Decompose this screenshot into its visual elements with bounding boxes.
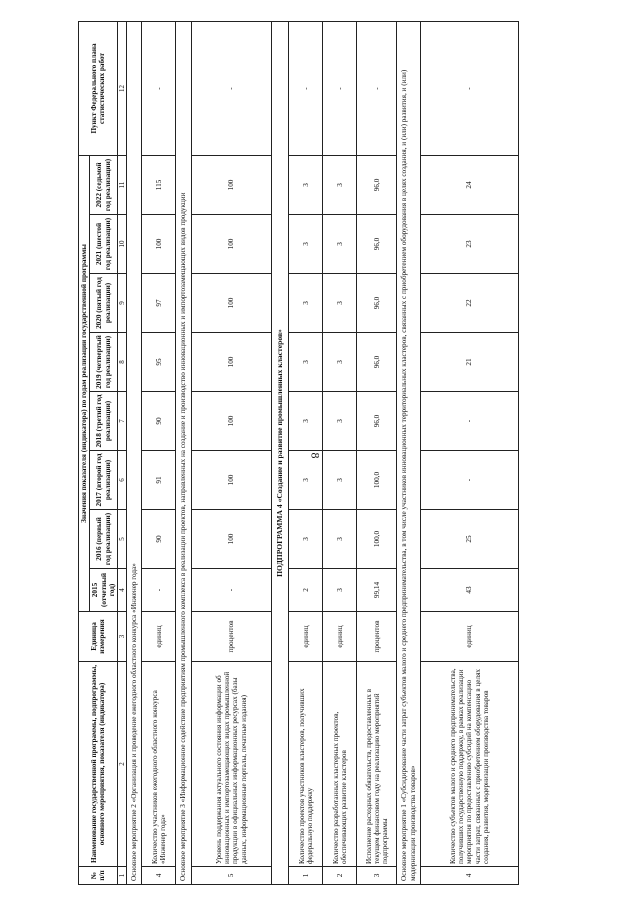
value-cell: - bbox=[191, 569, 271, 612]
header-2022: 2022 (седьмой год реализации) bbox=[90, 155, 118, 214]
value-cell: 96,0 bbox=[357, 274, 397, 333]
section-title: Основное мероприятие 2 «Организация и проведение ежегодного областного конкурса «Инженер года» bbox=[127, 21, 142, 884]
value-cell: 96,0 bbox=[357, 392, 397, 451]
value-cell: 100 bbox=[191, 215, 271, 274]
subprogram-title: ПОДПРОГРАММА 4 «Создание и развитие промышленных кластеров» bbox=[271, 21, 289, 884]
value-cell: 43 bbox=[421, 569, 519, 612]
table-row bbox=[142, 21, 176, 884]
value-cell: 115 bbox=[142, 155, 176, 214]
indicator-name: Количество разработанных кластерных проектов, обеспечивающих развитие кластеров bbox=[323, 662, 357, 867]
plan-cell: - bbox=[289, 21, 323, 155]
table-row bbox=[289, 21, 323, 884]
header-2020: 2020 (пятый год реализации) bbox=[90, 274, 118, 333]
table-row bbox=[357, 21, 397, 884]
table-row bbox=[421, 21, 519, 884]
value-cell: 100 bbox=[191, 333, 271, 392]
value-cell: 3 bbox=[289, 392, 323, 451]
col-number: 4 bbox=[118, 569, 127, 612]
plan-cell: - bbox=[357, 21, 397, 155]
header-2015: 2015 (отчетный год) bbox=[90, 569, 118, 612]
value-cell: 2 bbox=[289, 569, 323, 612]
col-number: 5 bbox=[118, 510, 127, 569]
col-number: 9 bbox=[118, 274, 127, 333]
value-cell: 100 bbox=[191, 451, 271, 510]
value-cell: 99,14 bbox=[357, 569, 397, 612]
value-cell: 100 bbox=[142, 215, 176, 274]
header-unit: Единица измерения bbox=[79, 612, 118, 662]
value-cell: 3 bbox=[289, 451, 323, 510]
col-number: 8 bbox=[118, 333, 127, 392]
value-cell: 3 bbox=[289, 333, 323, 392]
header-2021: 2021 (шестой год реализации) bbox=[90, 215, 118, 274]
value-cell: 24 bbox=[421, 155, 519, 214]
value-cell: 100 bbox=[191, 392, 271, 451]
value-cell: 96,0 bbox=[357, 155, 397, 214]
row-num: 4 bbox=[421, 867, 519, 885]
value-cell: 3 bbox=[289, 510, 323, 569]
value-cell: 3 bbox=[323, 215, 357, 274]
row-num: 3 bbox=[357, 867, 397, 885]
unit-cell: процентов bbox=[191, 612, 271, 662]
value-cell: 21 bbox=[421, 333, 519, 392]
unit-cell: единиц bbox=[421, 612, 519, 662]
value-cell: 91 bbox=[142, 451, 176, 510]
col-number: 1 bbox=[118, 867, 127, 885]
column-number-row bbox=[118, 21, 127, 884]
value-cell: - bbox=[142, 569, 176, 612]
col-number: 10 bbox=[118, 215, 127, 274]
col-number: 2 bbox=[118, 662, 127, 867]
unit-cell: единиц bbox=[323, 612, 357, 662]
value-cell: 96,0 bbox=[357, 215, 397, 274]
indicator-name: Количество проектов участников кластеров, получивших федеральную поддержку bbox=[289, 662, 323, 867]
value-cell: 3 bbox=[323, 333, 357, 392]
header-values-group: Значения показателя (индикатора) по годам реализации государственной программы bbox=[79, 155, 90, 611]
col-number: 7 bbox=[118, 392, 127, 451]
indicator-name: Уровень поддержания актуального состояния информации об инновационных и импортозамещающих видах промышленной продукции в официальных информационных ресурсах (базы данных, информационные порталы, печатные издания) bbox=[191, 662, 271, 867]
row-num: 2 bbox=[323, 867, 357, 885]
section-title: Основное мероприятие 1 «Субсидирование части затрат субъектов малого и среднего предпринимательства, в том числе участников инновационных территориальных кластеров, связанных с приобретением оборудования в целях создания, и (или) развития, и (или) модернизации производства товаров» bbox=[397, 21, 421, 884]
unit-cell: единиц bbox=[289, 612, 323, 662]
section-title: Основное мероприятие 3 «Информационное содействие предприятиям промышленного комплекса в реализации проектов, направленных на создание и производство инновационных и импортозамещающих видов продукции bbox=[176, 21, 191, 884]
value-cell: 3 bbox=[323, 155, 357, 214]
header-row-1 bbox=[79, 21, 90, 884]
value-cell: 3 bbox=[289, 215, 323, 274]
row-num: 1 bbox=[289, 867, 323, 885]
plan-cell: - bbox=[142, 21, 176, 155]
value-cell: 100 bbox=[191, 155, 271, 214]
value-cell: 3 bbox=[323, 510, 357, 569]
value-cell: 96,0 bbox=[357, 333, 397, 392]
value-cell: 100 bbox=[191, 274, 271, 333]
value-cell: 90 bbox=[142, 392, 176, 451]
table-row bbox=[323, 21, 357, 884]
value-cell: 90 bbox=[142, 510, 176, 569]
header-2016: 2016 (первый год реализации) bbox=[90, 510, 118, 569]
indicator-name: Количество участников ежегодного областного конкурса «Инженер года» bbox=[142, 662, 176, 867]
value-cell: 100,0 bbox=[357, 451, 397, 510]
plan-cell: - bbox=[323, 21, 357, 155]
header-name: Наименование государственной программы, подпрограммы, основного мероприятия, показателя (индикатора) bbox=[79, 662, 118, 867]
header-num: № п/п bbox=[79, 867, 118, 885]
subprogram-row bbox=[271, 21, 289, 884]
unit-cell: единиц bbox=[142, 612, 176, 662]
indicator-name: Исполнение расходных обязательств, предоставленных в текущем финансовом году на реализацию мероприятий подпрограммы bbox=[357, 662, 397, 867]
rotated-page bbox=[70, 0, 570, 903]
value-cell: 3 bbox=[323, 392, 357, 451]
section-row bbox=[176, 21, 191, 884]
value-cell: 100 bbox=[191, 510, 271, 569]
value-cell: - bbox=[421, 451, 519, 510]
plan-cell: - bbox=[191, 21, 271, 155]
col-number: 12 bbox=[118, 21, 127, 155]
unit-cell: процентов bbox=[357, 612, 397, 662]
value-cell: 22 bbox=[421, 274, 519, 333]
value-cell: 3 bbox=[323, 569, 357, 612]
value-cell: 3 bbox=[323, 274, 357, 333]
table-row bbox=[191, 21, 271, 884]
page-number: 8 bbox=[308, 452, 323, 459]
col-number: 3 bbox=[118, 612, 127, 662]
header-2018: 2018 (третий год реализации) bbox=[90, 392, 118, 451]
row-num: 4 bbox=[142, 867, 176, 885]
col-number: 11 bbox=[118, 155, 127, 214]
col-number: 6 bbox=[118, 451, 127, 510]
value-cell: 97 bbox=[142, 274, 176, 333]
value-cell: 3 bbox=[289, 155, 323, 214]
header-2017: 2017 (второй год реализации) bbox=[90, 451, 118, 510]
indicator-table bbox=[78, 21, 519, 885]
section-row bbox=[127, 21, 142, 884]
value-cell: 25 bbox=[421, 510, 519, 569]
value-cell: 3 bbox=[289, 274, 323, 333]
header-plan: Пункт Федерального плана статистических работ bbox=[79, 21, 118, 155]
indicator-name: Количество субъектов малого и среднего предпринимательства, получивших государственную поддержку, в рамках реализации мероприятия по предоставлению субсидий на компенсацию части затрат, связанных с приобретением оборудования в целях создания, развития, модернизации производства товаров bbox=[421, 662, 519, 867]
plan-cell: - bbox=[421, 21, 519, 155]
value-cell: - bbox=[421, 392, 519, 451]
section-row bbox=[397, 21, 421, 884]
value-cell: 3 bbox=[323, 451, 357, 510]
value-cell: 95 bbox=[142, 333, 176, 392]
row-num: 5 bbox=[191, 867, 271, 885]
value-cell: 23 bbox=[421, 215, 519, 274]
value-cell: 100,0 bbox=[357, 510, 397, 569]
header-2019: 2019 (четвертый год реализации) bbox=[90, 333, 118, 392]
